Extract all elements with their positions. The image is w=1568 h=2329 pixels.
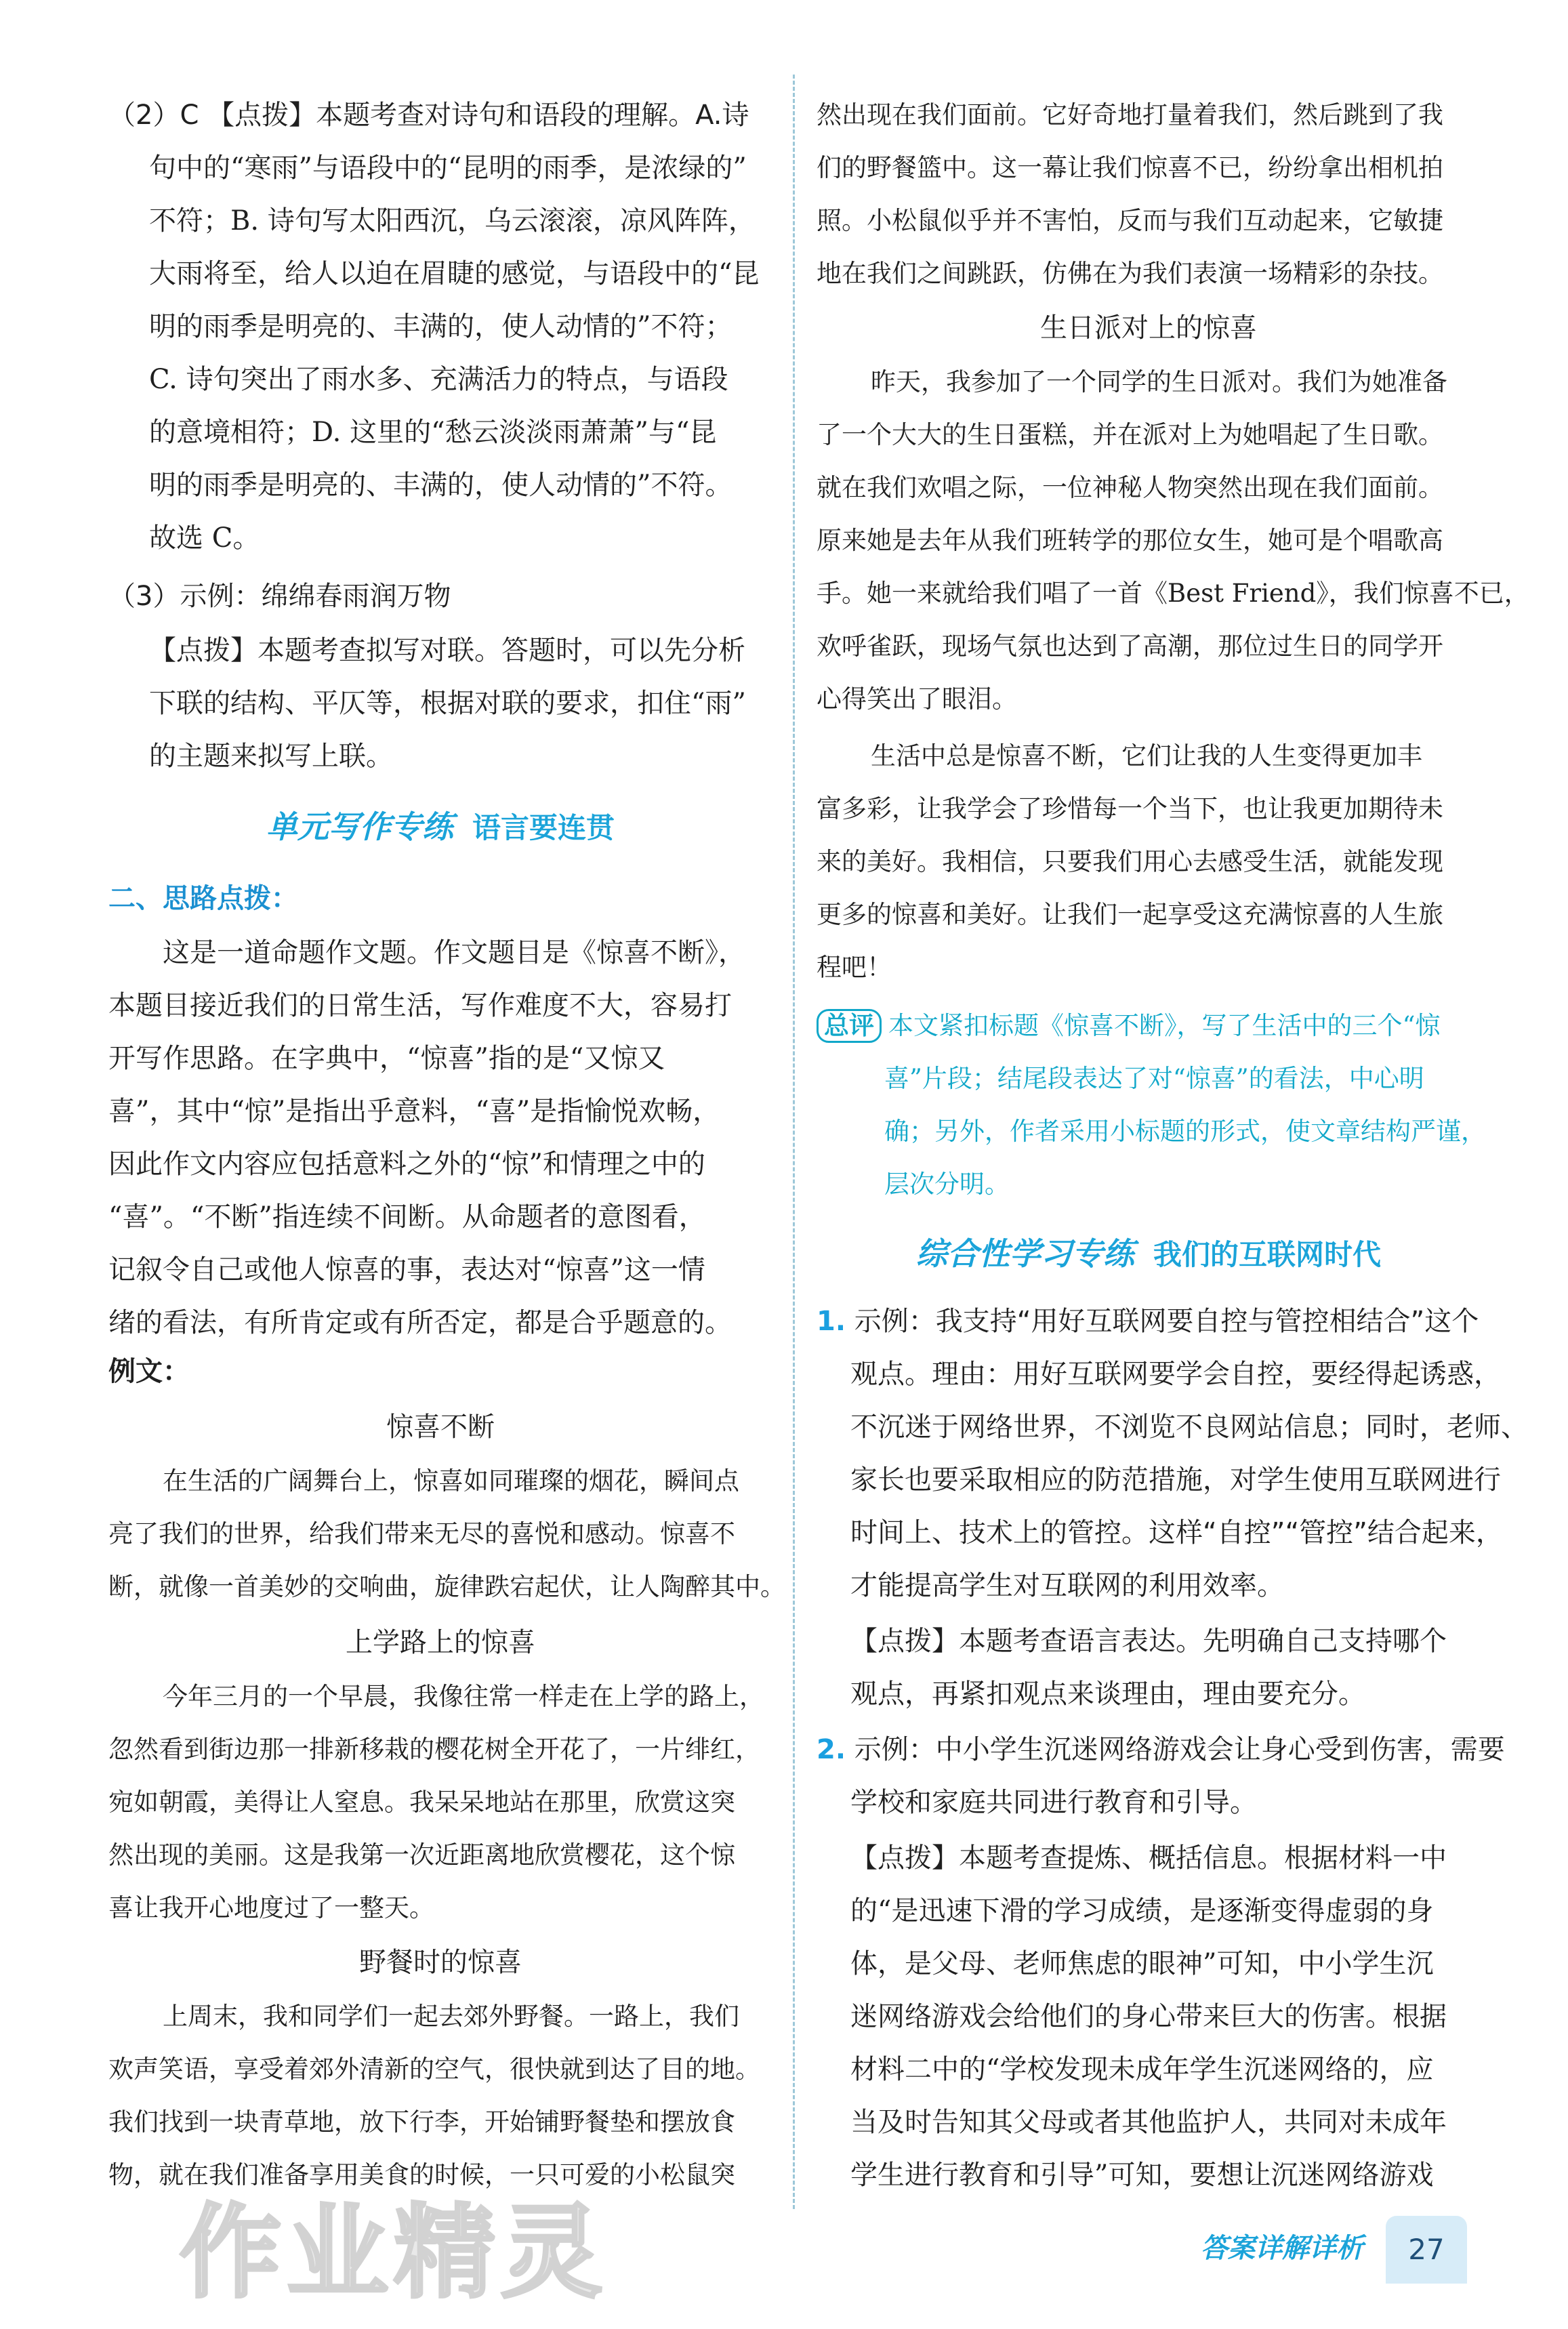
analysis-line-2: 本题目接近我们的日常生活，写作难度不大，容易打 bbox=[108, 990, 732, 1021]
q2-line-8: 明的雨季是明亮的、丰满的，使人动情的”不符。 bbox=[149, 470, 733, 501]
q2-hint-1: 【点拨】本题考查提炼、概括信息。根据材料一中 bbox=[850, 1842, 1447, 1874]
sub1-line-3: 宛如朝霞，美得让人窒息。我呆呆地站在那里，欣赏这突 bbox=[108, 1788, 735, 1817]
conclusion-line-3: 来的美好。我相信，只要我们用心去感受生活，就能发现 bbox=[817, 847, 1443, 876]
q2-hint-7: 学生进行教育和引导”可知，要想让沉迷网络游戏 bbox=[850, 2160, 1434, 2191]
q2r-line-1 bbox=[817, 1732, 1505, 1767]
q2r-line-2: 学校和家庭共同进行教育和引导。 bbox=[850, 1787, 1257, 1818]
sub3-line-4: 原来她是去年从我们班转学的那位女生，她可是个唱歌高 bbox=[817, 526, 1443, 555]
part-label: 二、思路点拨： bbox=[108, 883, 298, 914]
q2-text-1: 示例：中小学生沉迷网络游戏会让身心受到伤害，需要 bbox=[854, 1734, 1505, 1765]
q2-hint-2: 的“是迅速下滑的学习成绩，是逐渐变得虚弱的身 bbox=[850, 1895, 1434, 1926]
review-line-3: 确；另外，作者采用小标题的形式，使文章结构严谨， bbox=[884, 1117, 1486, 1146]
q2-line-5: 明的雨季是明亮的、丰满的，使人动情的”不符； bbox=[149, 311, 733, 342]
conclusion-line-5: 程吧！ bbox=[817, 953, 892, 982]
q2-number: 2. bbox=[817, 1734, 846, 1765]
sub3-line-1: 昨天，我参加了一个同学的生日派对。我们为她准备 bbox=[871, 367, 1447, 396]
q3-example: （3）示例：绵绵春雨润万物 bbox=[108, 581, 451, 612]
review-line-4: 层次分明。 bbox=[884, 1170, 1010, 1199]
cont-line-1: 然出现在我们面前。它好奇地打量着我们，然后跳到了我 bbox=[817, 100, 1443, 129]
sub3-line-5: 手。她一来就给我们唱了一首《Best Friend》，我们惊喜不已， bbox=[817, 579, 1529, 608]
q2-hint-5: 材料二中的“学校发现未成年学生沉迷网络的，应 bbox=[850, 2054, 1434, 2085]
q2-line-3: 不符；B. 诗句写太阳西沉，乌云滚滚，凉风阵阵， bbox=[149, 205, 756, 236]
q2-hint-4: 迷网络游戏会给他们的身心带来巨大的伤害。根据 bbox=[850, 2001, 1447, 2032]
conclusion-line-1: 生活中总是惊喜不断，它们让我的人生变得更加丰 bbox=[871, 741, 1422, 770]
q2-line-6: C. 诗句突出了雨水多、充满活力的特点，与语段 bbox=[149, 364, 728, 395]
review-line-1 bbox=[817, 1008, 1440, 1044]
q3-hint-3: 的主题来拟写上联。 bbox=[149, 741, 393, 772]
conclusion-line-2: 富多彩，让我学会了珍惜每一个当下，也让我更加期待未 bbox=[817, 794, 1443, 823]
q1-text-1: 示例：我支持“用好互联网要自控与管控相结合”这个 bbox=[854, 1306, 1479, 1337]
essay-intro-3: 断，就像一首美妙的交响曲，旋律跌宕起伏，让人陶醉其中。 bbox=[108, 1572, 785, 1601]
cont-line-2: 们的野餐篮中。这一幕让我们惊喜不已，纷纷拿出相机拍 bbox=[817, 153, 1443, 182]
q1-hint-2: 观点，再紧扣观点来谈理由，理由要充分。 bbox=[850, 1678, 1365, 1710]
sub3-line-6: 欢呼雀跃，现场气氛也达到了高潮，那位过生日的同学开 bbox=[817, 632, 1443, 661]
sub2-line-3: 我们找到一块青草地，放下行李，开始铺野餐垫和摆放食 bbox=[108, 2107, 735, 2137]
sub2-line-4: 物，就在我们准备享用美食的时候，一只可爱的小松鼠突 bbox=[108, 2160, 735, 2189]
q2-line-7: 的意境相符；D. 这里的“愁云淡淡雨萧萧”与“昆 bbox=[149, 417, 717, 448]
sub2-line-2: 欢声笑语，享受着郊外清新的空气，很快就到达了目的地。 bbox=[108, 2055, 760, 2084]
analysis-line-6: “喜”。“不断”指连续不间断。从命题者的意图看， bbox=[108, 1201, 706, 1233]
cont-line-4: 地在我们之间跳跃，仿佛在为我们表演一场精彩的杂技。 bbox=[817, 259, 1443, 288]
section-writing-title: 单元写作专练 bbox=[266, 808, 453, 845]
q1-line-3: 不沉迷于网络世界，不浏览不良网站信息；同时，老师、 bbox=[850, 1411, 1528, 1443]
subtitle-school-road: 上学路上的惊喜 bbox=[346, 1627, 535, 1658]
review-text-1: 本文紧扣标题《惊喜不断》，写了生活中的三个“惊 bbox=[888, 1011, 1441, 1040]
column-divider bbox=[793, 75, 795, 2209]
conclusion-line-4: 更多的惊喜和美好。让我们一起享受这充满惊喜的人生旅 bbox=[817, 900, 1443, 929]
sub3-line-7: 心得笑出了眼泪。 bbox=[817, 684, 1017, 714]
q1-number: 1. bbox=[817, 1306, 846, 1337]
essay-title: 惊喜不断 bbox=[386, 1411, 495, 1443]
q3-hint-2: 下联的结构、平仄等，根据对联的要求，扣住“雨” bbox=[149, 688, 746, 719]
example-label: 例文： bbox=[108, 1356, 190, 1387]
q1-line-5: 时间上、技术上的管控。这样“自控”“管控”结合起来， bbox=[850, 1517, 1503, 1548]
footer-label: 答案详解详析 bbox=[1201, 2233, 1363, 2264]
sub2-line-1: 上周末，我和同学们一起去郊外野餐。一路上，我们 bbox=[163, 2002, 739, 2031]
q1-line-2: 观点。理由：用好互联网要学会自控，要经得起诱惑， bbox=[850, 1359, 1501, 1390]
sub1-line-5: 喜让我开心地度过了一整天。 bbox=[108, 1893, 434, 1922]
analysis-line-1: 这是一道命题作文题。作文题目是《惊喜不断》， bbox=[163, 937, 745, 968]
q1-line-1 bbox=[817, 1304, 1479, 1339]
q3-hint-1: 【点拨】本题考查拟写对联。答题时，可以先分析 bbox=[149, 635, 745, 666]
q2-hint-6: 当及时告知其父母或者其他监护人，共同对未成年 bbox=[850, 2107, 1447, 2138]
analysis-line-8: 绪的看法，有所肯定或有所否定，都是合乎题意的。 bbox=[108, 1307, 732, 1338]
section-writing-heading bbox=[108, 806, 772, 848]
sub1-line-4: 然出现的美丽。这是我第一次近距离地欣赏樱花，这个惊 bbox=[108, 1840, 735, 1870]
essay-intro-2: 亮了我们的世界，给我们带来无尽的喜悦和感动。惊喜不 bbox=[108, 1519, 735, 1548]
subtitle-birthday: 生日派对上的惊喜 bbox=[1040, 312, 1257, 344]
q2-line-4: 大雨将至，给人以迫在眉睫的感觉，与语段中的“昆 bbox=[149, 258, 760, 289]
q2-hint-3: 体，是父母、老师焦虑的眼神”可知，中小学生沉 bbox=[850, 1948, 1434, 1979]
section-writing-subtitle: 语言要连贯 bbox=[472, 811, 615, 844]
sub3-line-3: 就在我们欢唱之际，一位神秘人物突然出现在我们面前。 bbox=[817, 473, 1443, 502]
analysis-line-5: 因此作文内容应包括意料之外的“惊”和情理之中的 bbox=[108, 1149, 705, 1180]
q2-line-9: 故选 C。 bbox=[149, 522, 260, 554]
analysis-line-7: 记叙令自己或他人惊喜的事，表达对“惊喜”这一情 bbox=[108, 1254, 705, 1285]
sub1-line-2: 忽然看到街边那一排新移栽的樱花树全开花了，一片绯红， bbox=[108, 1735, 760, 1764]
page-number: 27 bbox=[1386, 2216, 1467, 2284]
section-study-subtitle: 我们的互联网时代 bbox=[1153, 1238, 1381, 1271]
sub3-line-2: 了一个大大的生日蛋糕，并在派对上为她唱起了生日歌。 bbox=[817, 420, 1443, 449]
analysis-line-3: 开写作思路。在字典中，“惊喜”指的是“又惊又 bbox=[108, 1043, 665, 1074]
section-study-title: 综合性学习专练 bbox=[915, 1235, 1134, 1272]
watermark-logo: 作业精灵 bbox=[180, 2194, 608, 2312]
subtitle-picnic: 野餐时的惊喜 bbox=[359, 1947, 522, 1978]
section-study-heading bbox=[817, 1233, 1481, 1275]
essay-intro-1: 在生活的广阔舞台上，惊喜如同璀璨的烟花，瞬间点 bbox=[163, 1466, 739, 1496]
analysis-line-4: 喜”，其中“惊”是指出乎意料，“喜”是指愉悦欢畅， bbox=[108, 1096, 720, 1127]
review-line-2: 喜”片段；结尾段表达了对“惊喜”的看法，中心明 bbox=[884, 1064, 1424, 1093]
cont-line-3: 照。小松鼠似乎并不害怕，反而与我们互动起来，它敏捷 bbox=[817, 206, 1443, 235]
review-badge: 总评 bbox=[817, 1009, 882, 1043]
q2-line-2: 句中的“寒雨”与语段中的“昆明的雨季，是浓绿的” bbox=[149, 152, 747, 184]
q2-line-1: （2）C 【点拨】本题考查对诗句和语段的理解。A.诗 bbox=[108, 100, 749, 131]
q1-line-6: 才能提高学生对互联网的利用效率。 bbox=[850, 1570, 1284, 1601]
sub1-line-1: 今年三月的一个早晨，我像往常一样走在上学的路上， bbox=[163, 1682, 764, 1711]
q1-line-4: 家长也要采取相应的防范措施，对学生使用互联网进行 bbox=[850, 1464, 1501, 1496]
q1-hint-1: 【点拨】本题考查语言表达。先明确自己支持哪个 bbox=[850, 1626, 1447, 1657]
